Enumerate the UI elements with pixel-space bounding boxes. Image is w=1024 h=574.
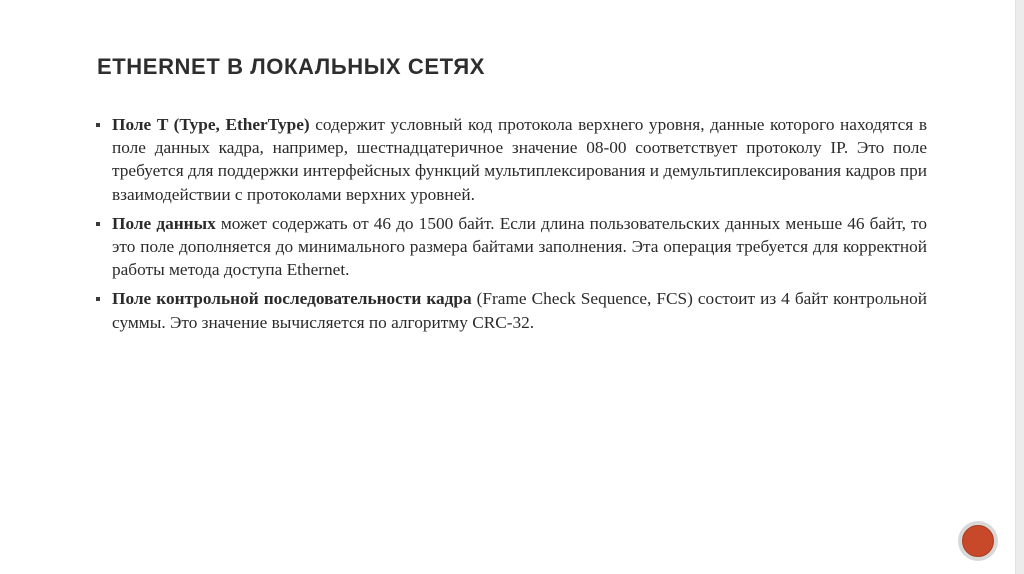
square-bullet-icon — [96, 297, 100, 301]
bullet-item-data-field — [96, 212, 927, 282]
bullet-text: содержит условный код протокола верхнего уровня, данные которого находятся в поле данных кадра, например, шестнадцатеричное значение 08-00 соответствует протоколу IP. Это поле требуется для поддержки интерфейсных функций мультиплексирования и демультиплексирования кадров при взаимодействии с протоколами верхних уровней. — [112, 115, 927, 204]
bullet-term: Поле T (Type, EtherType) — [112, 115, 310, 134]
bullet-term: Поле контрольной последовательности кадра — [112, 289, 472, 309]
bullet-item-ethertype — [96, 113, 927, 206]
bullet-text: может содержать от 46 до 1500 байт. Если длина пользовательских данных меньше 46 байт, то это поле дополняется до минимального размера байтами заполнения. Эта операция требуется для корректной работы метода доступа Ethernet. — [112, 213, 927, 280]
bullet-item-fcs — [96, 287, 927, 333]
slide-right-edge — [1015, 0, 1024, 574]
bullet-term: Поле данных — [112, 213, 216, 233]
slide-nav-button[interactable] — [958, 521, 998, 561]
bullet-text: (Frame Check Sequence, FCS) состоит из 4 байт контрольной суммы. Это значение вычисляется по алгоритму CRC-32. — [112, 289, 927, 332]
circle-icon — [962, 525, 994, 557]
square-bullet-icon — [96, 123, 100, 127]
square-bullet-icon — [96, 222, 100, 226]
bullet-list — [96, 113, 927, 340]
slide-title: ETHERNET В ЛОКАЛЬНЫХ СЕТЯХ — [97, 54, 486, 79]
